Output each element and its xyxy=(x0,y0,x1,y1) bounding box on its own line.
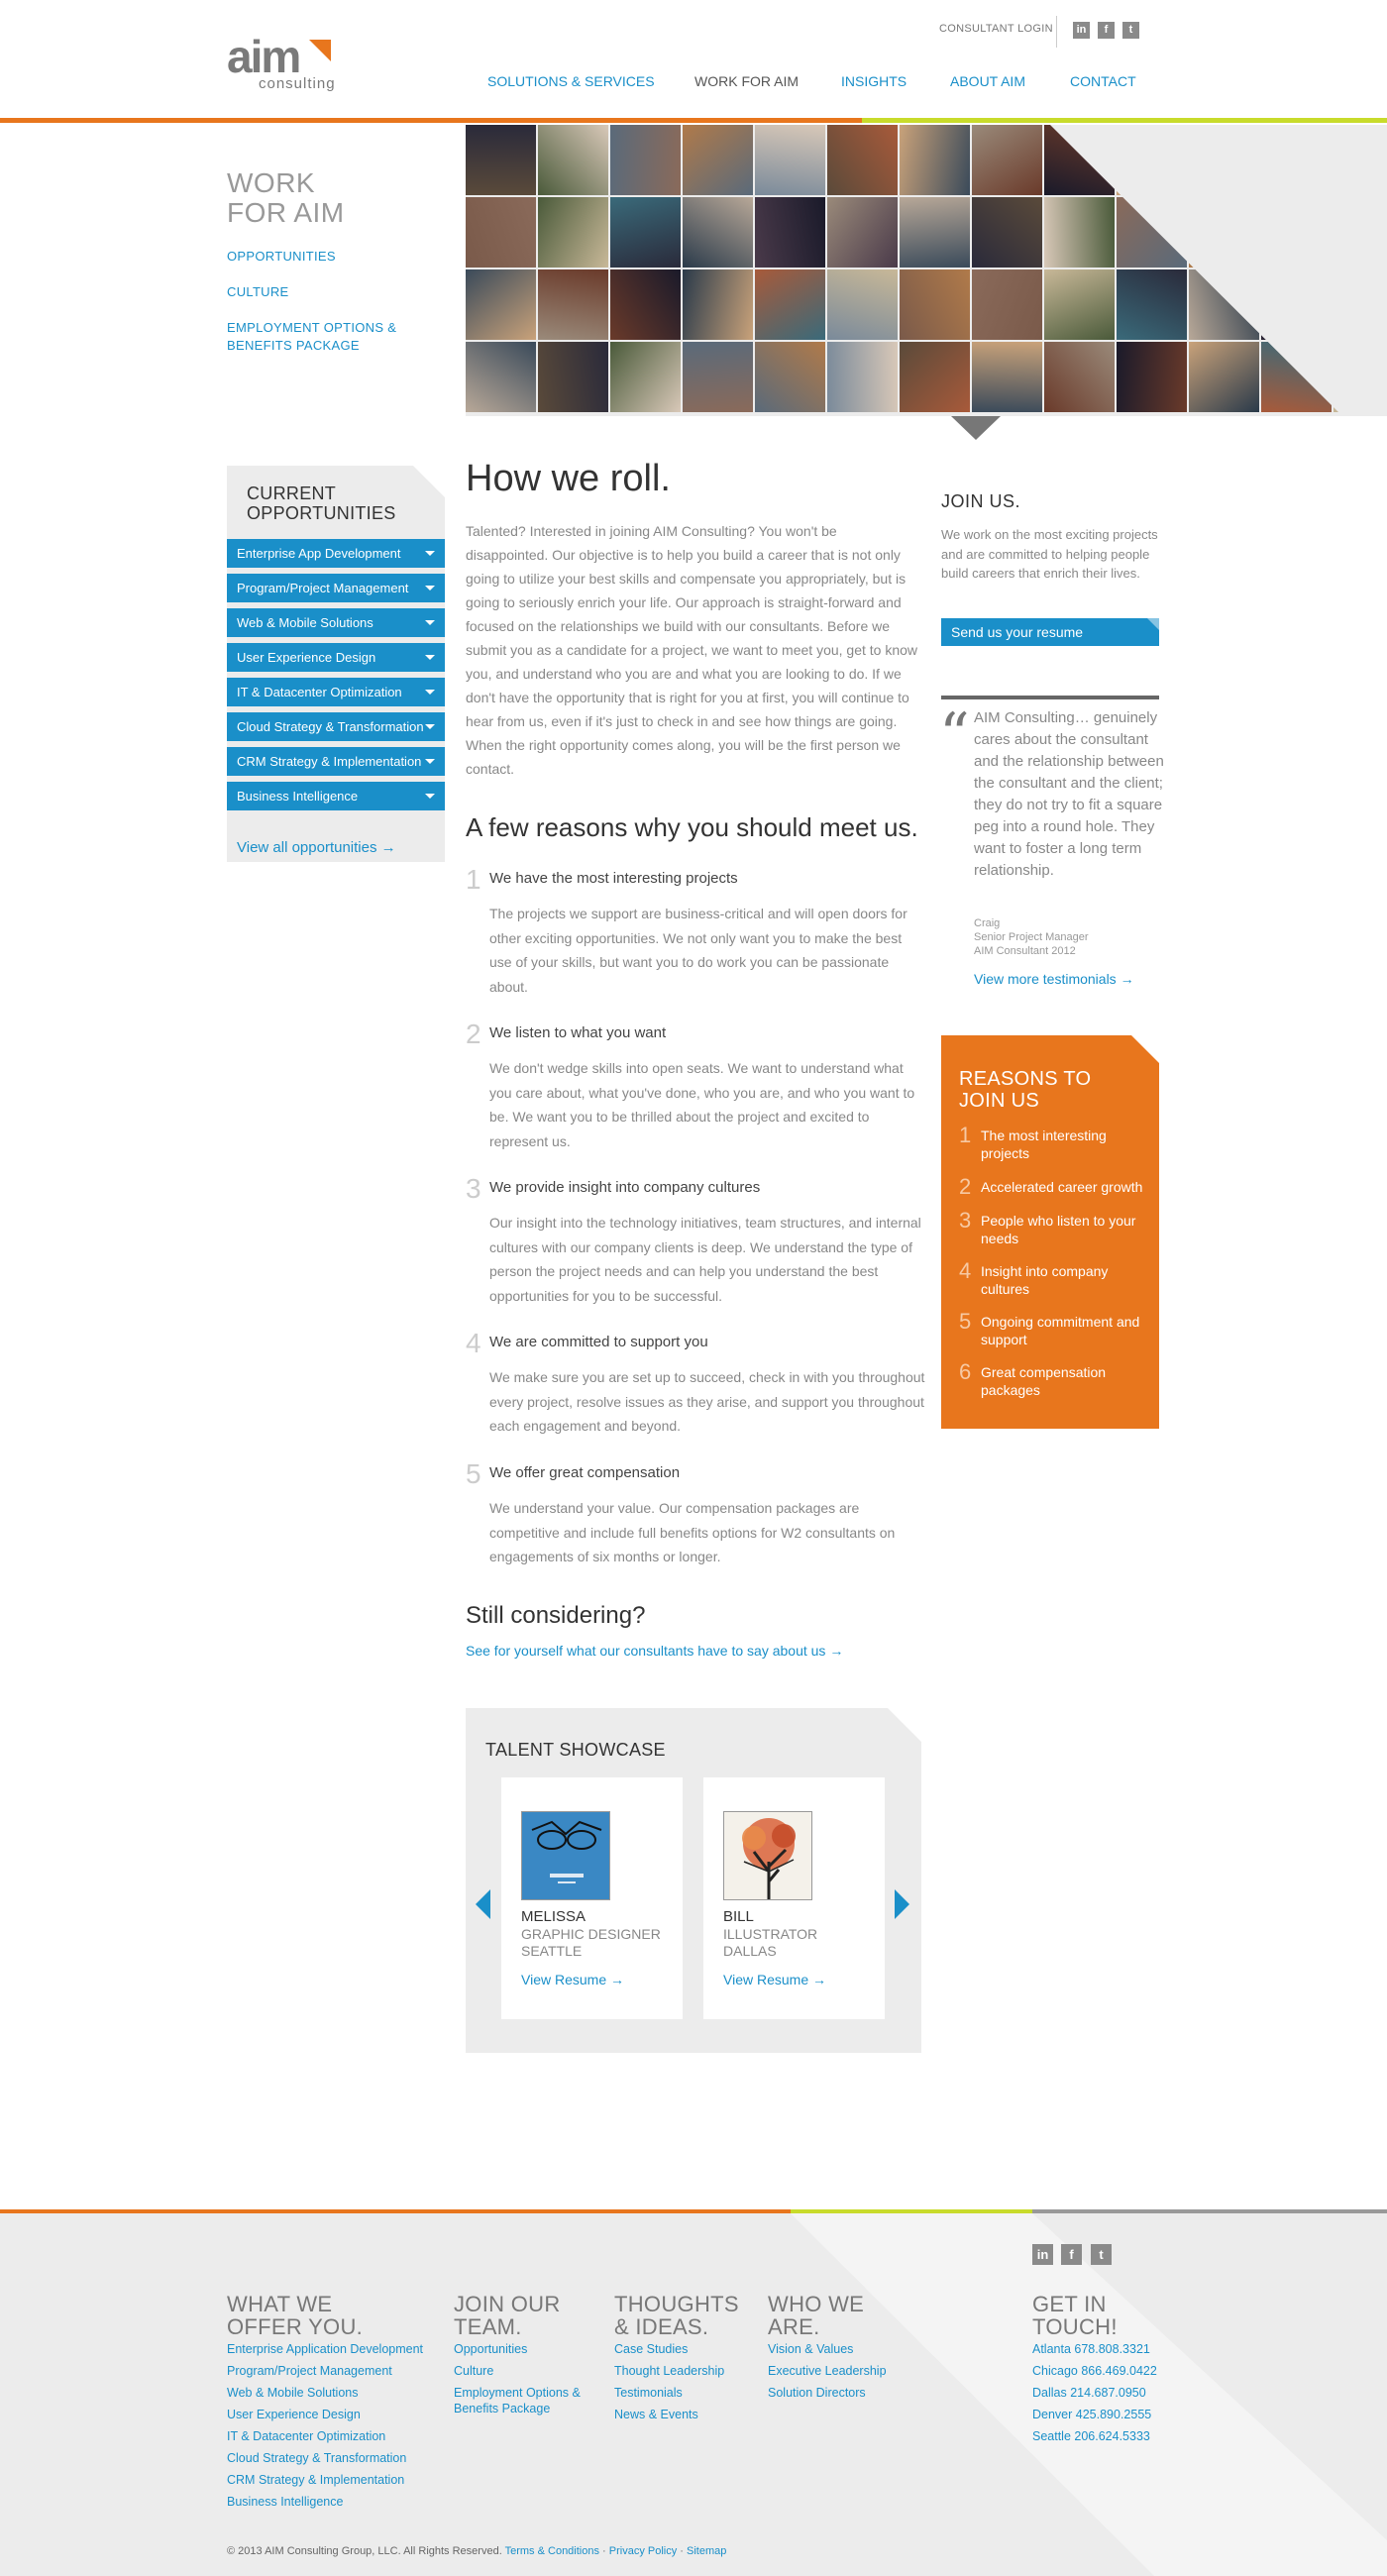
mosaic-pointer-icon xyxy=(951,416,1001,440)
reason-title: We listen to what you want xyxy=(489,1024,667,1041)
reason-title: We provide insight into company cultures xyxy=(489,1179,761,1196)
talent-card-melissa xyxy=(501,1777,683,2019)
opportunity-program-project-management[interactable] xyxy=(227,574,445,602)
side-link-culture[interactable]: CULTURE xyxy=(227,284,289,299)
footer-col-title-offer xyxy=(227,2293,363,2338)
talent-name: BILL xyxy=(723,1908,754,1925)
card-fold-corner xyxy=(851,1777,885,1811)
reason-list-number: 2 xyxy=(959,1174,972,1199)
panel-fold-corner xyxy=(888,1708,921,1742)
testimonial-author-role: Senior Project Manager xyxy=(974,931,1089,943)
intro-paragraph: Talented? Interested in joining AIM Consulting? You won't be disappointed. Our objective is to help you build a career that is not only going to utilize your best skills and compensate you appropriately, but is going to seriously enrich your life. Our approach is straight-forward and focused on the relationships we build with our consultants. Before we submit you as a candidate for a project, we want to meet you, get to know you, and understand who you are and what you are looking to do. If we don't have the opportunity that is right for you at first, you will continue to hear from us, even if it's just to check in and see how things are going. When the right opportunity comes along, you will be the first person we contact. xyxy=(466,523,918,777)
talent-card-bill xyxy=(703,1777,885,2019)
opportunity-label: User Experience Design xyxy=(237,650,376,665)
header-divider xyxy=(1056,16,1057,48)
quote-mark-icon: “ xyxy=(939,700,970,770)
talent-role: ILLUSTRATOR xyxy=(723,1926,818,1942)
reason-title: We offer great compensation xyxy=(489,1464,681,1481)
reason-list-item: The most interesting projects xyxy=(981,1127,1107,1161)
privacy-link[interactable]: Privacy Policy xyxy=(608,2545,678,2557)
opportunity-cloud-strategy[interactable] xyxy=(227,712,445,741)
opportunities-title-line1: CURRENT xyxy=(247,483,337,503)
footer-link[interactable]: Executive Leadership xyxy=(768,2364,887,2378)
footer-link[interactable]: Opportunities xyxy=(454,2342,528,2356)
consultant-login-link[interactable]: CONSULTANT LOGIN xyxy=(939,23,1053,35)
site-header xyxy=(0,0,1387,123)
view-all-opportunities-link[interactable]: View all opportunities → xyxy=(237,839,396,856)
reason-list-item: People who listen to your needs xyxy=(981,1213,1136,1246)
chevron-down-icon xyxy=(425,724,435,729)
footer-col-title-team xyxy=(454,2293,561,2338)
nav-insights[interactable]: INSIGHTS xyxy=(841,73,907,89)
copyright-bar xyxy=(227,2545,726,2557)
reason-number: 1 xyxy=(466,864,481,895)
chevron-down-icon xyxy=(425,655,435,660)
aim-consulting-logo[interactable] xyxy=(227,31,336,93)
copyright-text: © 2013 AIM Consulting Group, LLC. All Rights Reserved. xyxy=(227,2545,502,2557)
panel-fold-corner xyxy=(413,466,445,497)
reason-number: 4 xyxy=(466,1328,481,1358)
current-opportunities-panel xyxy=(227,466,445,862)
reason-list-item: Ongoing commitment and support xyxy=(981,1314,1140,1347)
opportunity-business-intelligence[interactable] xyxy=(227,782,445,810)
talent-showcase-title: TALENT SHOWCASE xyxy=(485,1740,666,1760)
legal-separator: · xyxy=(677,2545,688,2557)
reason-list-number: 5 xyxy=(959,1309,972,1334)
join-us-title: JOIN US. xyxy=(941,491,1021,511)
chevron-down-icon xyxy=(425,794,435,799)
footer-title-line: JOIN OUR xyxy=(454,2292,561,2316)
chevron-down-icon xyxy=(425,586,435,590)
header-color-bar xyxy=(0,118,1387,123)
nav-about-aim[interactable]: ABOUT AIM xyxy=(950,73,1025,89)
side-link-employment-options[interactable]: EMPLOYMENT OPTIONS & xyxy=(227,320,397,335)
footer-title-line: WHAT WE xyxy=(227,2292,333,2316)
join-us-body: We work on the most exciting projects and are committed to helping people build careers that enrich their lives. xyxy=(941,527,1158,581)
reason-list-number: 1 xyxy=(959,1123,972,1147)
footer-link[interactable]: Cloud Strategy & Transformation xyxy=(227,2451,407,2465)
footer-link[interactable]: Benefits Package xyxy=(454,2402,551,2415)
nav-contact[interactable]: CONTACT xyxy=(1070,73,1136,89)
talent-name: MELISSA xyxy=(521,1908,587,1925)
reason-title: We have the most interesting projects xyxy=(489,870,738,887)
chevron-down-icon xyxy=(425,551,435,556)
button-corner xyxy=(1147,618,1159,630)
footer-twitter-icon[interactable]: t xyxy=(1091,2244,1112,2265)
reason-list-item: Great compensation packages xyxy=(981,1364,1107,1398)
opportunity-crm-strategy[interactable] xyxy=(227,747,445,776)
legal-separator: · xyxy=(598,2545,609,2557)
footer-link[interactable]: User Experience Design xyxy=(227,2408,361,2421)
talent-role: GRAPHIC DESIGNER xyxy=(521,1926,661,1942)
reasons-box-title-line2: JOIN US xyxy=(959,1090,1039,1112)
footer-title-line: TEAM. xyxy=(454,2314,522,2339)
footer-link[interactable]: Employment Options & xyxy=(454,2386,581,2400)
reason-list-item: Accelerated career growth xyxy=(981,1179,1143,1195)
page-title: How we roll. xyxy=(466,458,671,499)
footer-phone-seattle[interactable]: Seattle 206.624.5333 xyxy=(1032,2429,1150,2443)
logo-triangle-icon xyxy=(309,40,331,61)
main-nav xyxy=(487,73,1161,93)
mosaic-diagonal-mask xyxy=(466,125,1387,416)
reason-number: 2 xyxy=(466,1019,481,1049)
linkedin-icon[interactable]: in xyxy=(1073,22,1090,39)
opportunity-label: CRM Strategy & Implementation xyxy=(237,754,422,769)
footer-link[interactable]: News & Events xyxy=(614,2408,698,2421)
opportunities-title-line2: OPPORTUNITIES xyxy=(247,503,396,523)
testimonial-author-since: AIM Consultant 2012 xyxy=(974,945,1076,957)
reason-title: We are committed to support you xyxy=(489,1334,708,1350)
footer-title-line: THOUGHTS xyxy=(614,2292,739,2316)
opportunity-it-datacenter-optimization[interactable] xyxy=(227,678,445,706)
footer-link[interactable]: Program/Project Management xyxy=(227,2364,392,2378)
reasons-to-join-box xyxy=(941,1035,1159,1429)
section-title-line2: FOR AIM xyxy=(227,197,345,228)
opportunity-web-mobile-solutions[interactable] xyxy=(227,608,445,637)
reasons-box-title-line1: REASONS TO xyxy=(959,1068,1092,1090)
footer-link[interactable]: Vision & Values xyxy=(768,2342,854,2356)
talent-location: DALLAS xyxy=(723,1943,777,1959)
footer-phone-atlanta[interactable]: Atlanta 678.808.3321 xyxy=(1032,2342,1150,2356)
footer-link[interactable]: Business Intelligence xyxy=(227,2495,344,2509)
terms-link[interactable]: Terms & Conditions xyxy=(504,2545,599,2557)
footer-title-line: ARE. xyxy=(768,2314,820,2339)
send-resume-label: Send us your resume xyxy=(951,624,1084,640)
talent-thumbnail[interactable] xyxy=(521,1811,610,1900)
footer-phone-dallas[interactable]: Dallas 214.687.0950 xyxy=(1032,2386,1146,2400)
reason-list-item: Insight into company cultures xyxy=(981,1263,1109,1297)
reasons-heading: A few reasons why you should meet us. xyxy=(466,812,918,842)
nav-work-for-aim[interactable]: WORK FOR AIM xyxy=(694,73,799,89)
opportunity-user-experience-design[interactable] xyxy=(227,643,445,672)
footer-facebook-icon[interactable]: f xyxy=(1061,2244,1082,2265)
reason-body: Our insight into the technology initiatives, team structures, and internal cultures with our company clients is deep. We understand the type of person the project needs and can help you understand the best opportunities for you to be successful. xyxy=(489,1215,921,1304)
logo-wordmark: aim xyxy=(227,31,300,82)
card-fold-corner xyxy=(649,1777,683,1811)
footer-link[interactable]: IT & Datacenter Optimization xyxy=(227,2429,386,2443)
footer-link[interactable]: Culture xyxy=(454,2364,494,2378)
glasses-artwork-icon xyxy=(522,1812,610,1900)
nav-solutions-services[interactable]: SOLUTIONS & SERVICES xyxy=(487,73,655,89)
opportunity-label: Business Intelligence xyxy=(237,789,359,804)
reason-number: 3 xyxy=(466,1173,481,1204)
chevron-down-icon xyxy=(425,690,435,695)
tree-artwork-icon xyxy=(724,1812,812,1900)
carousel-next-arrow-icon[interactable] xyxy=(895,1889,909,1919)
chevron-down-icon xyxy=(425,759,435,764)
reason-list-number: 6 xyxy=(959,1359,972,1384)
opportunity-label: Web & Mobile Solutions xyxy=(237,615,373,630)
still-considering-heading: Still considering? xyxy=(466,1602,646,1629)
section-title xyxy=(227,168,345,228)
side-link-benefits-package[interactable]: BENEFITS PACKAGE xyxy=(227,338,360,353)
talent-showcase xyxy=(466,1708,921,2053)
view-resume-link[interactable]: View Resume → xyxy=(723,1972,827,1987)
view-resume-link[interactable]: View Resume → xyxy=(521,1972,625,1987)
reason-list-number: 3 xyxy=(959,1208,972,1233)
footer-link[interactable]: Solution Directors xyxy=(768,2386,866,2400)
footer-phone-denver[interactable]: Denver 425.890.2555 xyxy=(1032,2408,1152,2421)
footer-link[interactable]: Testimonials xyxy=(614,2386,683,2400)
send-resume-button[interactable] xyxy=(941,618,1159,646)
facebook-icon[interactable]: f xyxy=(1098,22,1115,39)
side-link-opportunities[interactable]: OPPORTUNITIES xyxy=(227,249,336,264)
view-more-testimonials-link[interactable]: View more testimonials → xyxy=(974,971,1134,987)
footer-phone-chicago[interactable]: Chicago 866.469.0422 xyxy=(1032,2364,1157,2378)
reason-body: We make sure you are set up to succeed, check in with you throughout every project, resolve issues as they arise, and support you throughout each engagement and beyond. xyxy=(489,1369,925,1434)
testimonial-divider xyxy=(941,696,1159,699)
sitemap-link[interactable]: Sitemap xyxy=(687,2545,727,2557)
footer-title-line: TOUCH! xyxy=(1032,2314,1118,2339)
opportunity-label: Program/Project Management xyxy=(237,581,409,595)
footer-background-shape xyxy=(0,2213,1387,2576)
talent-location: SEATTLE xyxy=(521,1943,583,1959)
footer-link[interactable]: Enterprise Application Development xyxy=(227,2342,424,2356)
twitter-icon[interactable]: t xyxy=(1122,22,1139,39)
box-fold-corner xyxy=(1131,1035,1159,1063)
chevron-down-icon xyxy=(425,620,435,625)
photo-mosaic xyxy=(466,125,1387,416)
reason-number: 5 xyxy=(466,1458,481,1489)
opportunity-label: Cloud Strategy & Transformation xyxy=(237,719,424,734)
opportunities-title xyxy=(247,483,396,523)
footer-col-title-contact xyxy=(1032,2293,1118,2338)
reason-body: We understand your value. Our compensation packages are competitive and include full benefits options for W2 consultants on engagements of six months or longer. xyxy=(489,1500,896,1564)
logo-subtitle: consulting xyxy=(259,75,336,92)
footer-link[interactable]: Thought Leadership xyxy=(614,2364,725,2378)
footer-title-line: GET IN xyxy=(1032,2292,1107,2316)
opportunity-label: IT & Datacenter Optimization xyxy=(237,685,402,699)
section-title-line1: WORK xyxy=(227,167,316,198)
site-footer xyxy=(0,2209,1387,2576)
footer-linkedin-icon[interactable]: in xyxy=(1032,2244,1053,2265)
footer-col-title-thoughts xyxy=(614,2293,739,2338)
consultant-testimonials-link[interactable]: See for yourself what our consultants have to say about us → xyxy=(466,1643,844,1659)
footer-link[interactable]: Web & Mobile Solutions xyxy=(227,2386,359,2400)
footer-title-line: WHO WE xyxy=(768,2292,865,2316)
footer-title-line: OFFER YOU. xyxy=(227,2314,364,2339)
testimonial-quote: AIM Consulting… genuinely cares about the consultant and the relationship between the consultant and the client; they do not try to fit a square peg into a round hole. They want to foster a long term relationship. xyxy=(974,709,1164,879)
reason-body: The projects we support are business-critical and will open doors for other exciting opportunities. We not only want you to make the best use of your skills, but want you to do work you can be passionate about. xyxy=(489,906,907,995)
carousel-prev-arrow-icon[interactable] xyxy=(476,1889,490,1919)
testimonial-author: Craig xyxy=(974,917,1001,929)
footer-link[interactable]: CRM Strategy & Implementation xyxy=(227,2473,405,2487)
reason-list-number: 4 xyxy=(959,1258,972,1283)
reason-body: We don't wedge skills into open seats. We want to understand what you care about, what you've done, who you are, and who you want to be. We want you to be thrilled about the project and excited to represent us. xyxy=(489,1060,915,1149)
opportunity-label: Enterprise App Development xyxy=(237,546,401,561)
opportunity-enterprise-app-development[interactable] xyxy=(227,539,445,568)
footer-title-line: & IDEAS. xyxy=(614,2314,709,2339)
footer-col-title-who xyxy=(768,2293,864,2338)
reasons-box-title xyxy=(959,1068,1091,1112)
talent-thumbnail[interactable] xyxy=(723,1811,812,1900)
footer-link[interactable]: Case Studies xyxy=(614,2342,689,2356)
